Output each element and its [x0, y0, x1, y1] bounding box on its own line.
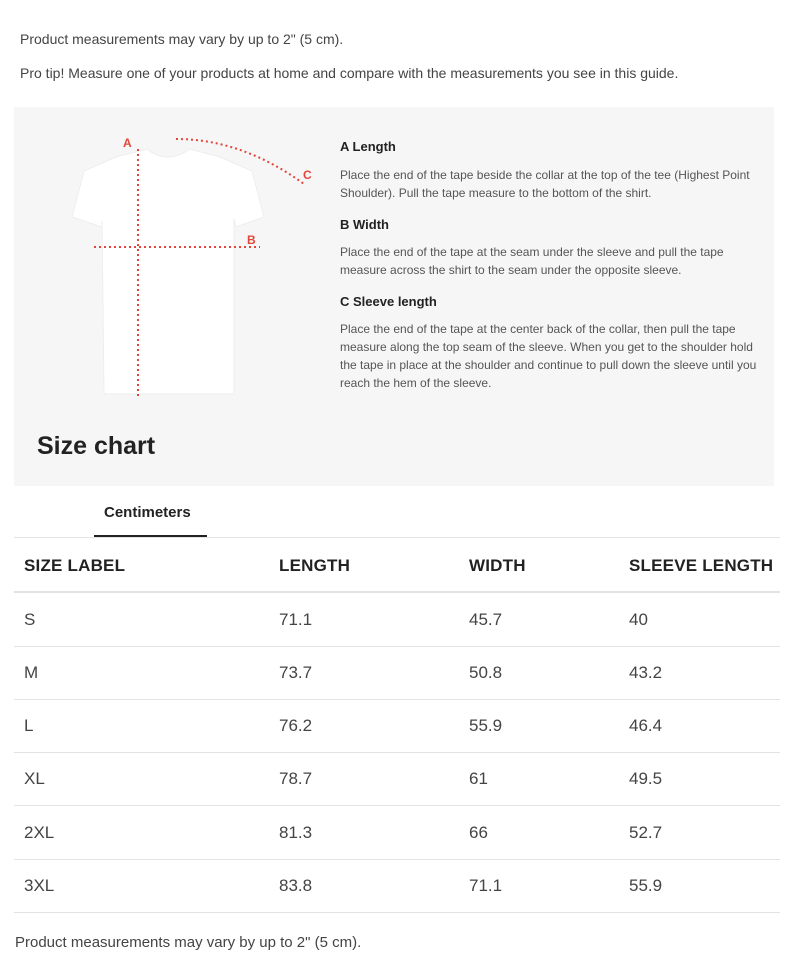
cell-length: 81.3	[279, 823, 313, 842]
cell-size: S	[24, 610, 36, 629]
label-b: B	[247, 233, 256, 247]
table-row	[14, 699, 780, 753]
measurement-variance-note: Product measurements may vary by up to 2" (5 cm).	[20, 31, 344, 47]
header-sleeve-length: SLEEVE LENGTH	[629, 556, 774, 575]
size-chart-title: Size chart	[37, 432, 156, 460]
cell-size: M	[24, 663, 39, 682]
cell-length: 78.7	[279, 769, 313, 788]
header-size-label: SIZE LABEL	[24, 556, 126, 575]
bottom-variance-note: Product measurements may vary by up to 2" (5 cm).	[15, 934, 362, 951]
cell-sleeve-length: 49.5	[629, 769, 663, 788]
cell-width: 55.9	[469, 716, 503, 735]
table-row	[14, 593, 780, 647]
cell-sleeve-length: 46.4	[629, 716, 663, 735]
table-row	[14, 752, 780, 806]
cell-length: 83.8	[279, 876, 313, 895]
cell-size: 2XL	[24, 823, 55, 842]
length-heading: A Length	[340, 139, 396, 154]
tab-divider	[14, 537, 780, 538]
header-length: LENGTH	[279, 556, 351, 575]
cell-width: 61	[469, 769, 488, 788]
cell-size: 3XL	[24, 876, 55, 895]
tab-centimeters-label: Centimeters	[104, 504, 191, 521]
tab-centimeters[interactable]	[94, 493, 207, 538]
cell-width: 45.7	[469, 610, 503, 629]
cell-sleeve-length: 52.7	[629, 823, 663, 842]
measurement-guide-panel	[14, 107, 774, 486]
width-instructions: Place the end of the tape at the seam under the sleeve and pull the tape measure across the shirt to the seam under the opposite sleeve.	[340, 245, 724, 277]
cell-sleeve-length: 43.2	[629, 663, 663, 682]
tshirt-measurement-diagram	[42, 129, 312, 399]
length-instructions: Place the end of the tape beside the collar at the top of the tee (Highest Point Shoulder). Pull the tape measure to the bottom of the shirt.	[340, 168, 750, 200]
label-c: C	[303, 168, 312, 182]
cell-size: XL	[24, 769, 45, 788]
header-width: WIDTH	[469, 556, 526, 575]
pro-tip-note: Pro tip! Measure one of your products at home and compare with the measurements you see in this guide.	[20, 65, 679, 81]
cell-width: 71.1	[469, 876, 503, 895]
cell-size: L	[24, 716, 34, 735]
cell-sleeve-length: 40	[629, 610, 648, 629]
width-heading: B Width	[340, 217, 389, 232]
table-row	[14, 859, 780, 913]
cell-width: 50.8	[469, 663, 503, 682]
table-row	[14, 806, 780, 860]
sleeve-heading: C Sleeve length	[340, 294, 437, 309]
cell-length: 76.2	[279, 716, 313, 735]
table-row	[14, 646, 780, 700]
cell-width: 66	[469, 823, 488, 842]
label-a: A	[123, 136, 132, 150]
sleeve-instructions: Place the end of the tape at the center back of the collar, then pull the tape measure along the top seam of the sleeve. When you get to the shoulder hold the tape in place at the shoulder and continue to pull down the sleeve until you reach the hem of the sleeve.	[340, 322, 757, 390]
cell-sleeve-length: 55.9	[629, 876, 663, 895]
cell-length: 73.7	[279, 663, 313, 682]
cell-length: 71.1	[279, 610, 313, 629]
tshirt-silhouette	[72, 149, 264, 394]
